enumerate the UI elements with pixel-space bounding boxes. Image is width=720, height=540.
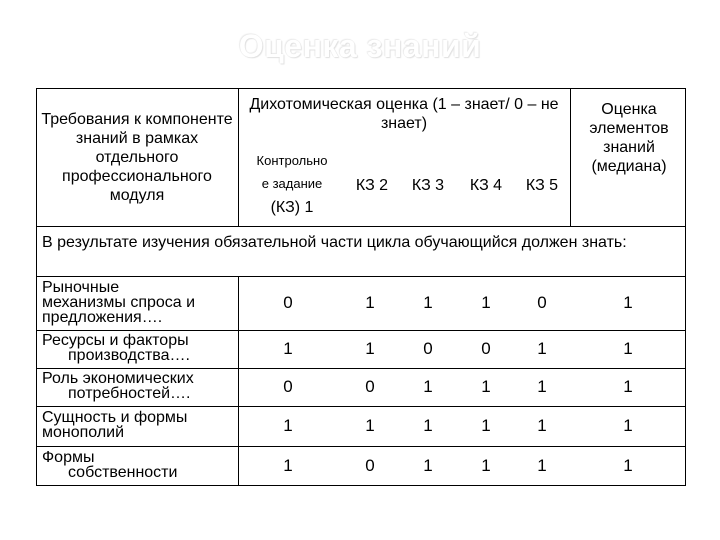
intro-text: В результате изучения обязательной части цикла обучающийся должен знать: xyxy=(42,234,627,251)
row-label-2-line2: производства…. xyxy=(68,347,190,364)
median-header: Оценка элементов знаний (медиана) xyxy=(589,101,669,175)
cell-r3-ks5: 1 xyxy=(537,377,547,396)
cell-r4-ks1: 1 xyxy=(283,416,293,435)
cell-r5-ks2: 0 xyxy=(365,456,375,475)
cell-r2-ks3: 0 xyxy=(423,339,433,358)
cell-r4-ks3: 1 xyxy=(423,416,433,435)
cell-r2-ks1: 1 xyxy=(283,339,293,358)
cell-r3-ks4: 1 xyxy=(481,377,491,396)
cell-r5-median: 1 xyxy=(623,456,633,475)
cell-r3-ks3: 1 xyxy=(423,377,433,396)
row-line-4 xyxy=(36,446,686,447)
header-col-line xyxy=(238,88,239,226)
intro-bottom-line xyxy=(36,276,686,277)
row-label-1-line2: механизмы спроса и xyxy=(42,294,196,311)
ks1-header-line3: (КЗ) 1 xyxy=(270,198,314,216)
cell-r1-ks5: 0 xyxy=(537,293,547,312)
cell-r1-ks3: 1 xyxy=(423,293,433,312)
ks1-header xyxy=(240,148,344,220)
cell-r4-ks2: 1 xyxy=(365,416,375,435)
row-label-1 xyxy=(42,280,238,325)
cell-r5-ks5: 1 xyxy=(537,456,547,475)
row-label-1-line3: предложения…. xyxy=(42,309,163,326)
ks3-header: КЗ 3 xyxy=(411,176,445,194)
label-col-line xyxy=(238,276,239,486)
cell-r3-median: 1 xyxy=(623,377,633,396)
cell-r2-ks4: 0 xyxy=(481,339,491,358)
cell-r3-ks1: 0 xyxy=(283,377,293,396)
row-label-3 xyxy=(42,371,238,401)
row-label-5 xyxy=(42,450,238,480)
median-col-line xyxy=(570,88,571,226)
cell-r1-median: 1 xyxy=(623,293,633,312)
cell-r1-ks2: 1 xyxy=(365,293,375,312)
header-bottom-line xyxy=(36,226,686,227)
cell-r3-ks2: 0 xyxy=(365,377,375,396)
row-line-1 xyxy=(36,330,686,331)
cell-r2-ks2: 1 xyxy=(365,339,375,358)
ks1-header-line2: е задание xyxy=(261,175,323,191)
row-label-4 xyxy=(42,410,238,440)
row-label-1-line1: Рыночные xyxy=(42,279,120,296)
row-label-4-line1: Сущность и формы xyxy=(42,409,188,426)
row-label-3-line1: Роль экономических xyxy=(42,370,194,387)
row-label-2-line1: Ресурсы и факторы xyxy=(42,332,189,349)
row-label-5-line1: Формы xyxy=(42,449,95,466)
slide-title: Оценка знаний xyxy=(238,28,482,64)
row-label-5-line2: собственности xyxy=(68,464,178,481)
row-label-3-line2: потребностей…. xyxy=(68,385,191,402)
ks5-header: КЗ 5 xyxy=(525,176,559,194)
cell-r4-ks5: 1 xyxy=(537,416,547,435)
cell-r4-median: 1 xyxy=(623,416,633,435)
requirements-header: Требования к компоненте знаний в рамках отдельного профессионального модуля xyxy=(41,110,233,204)
row-line-2 xyxy=(36,368,686,369)
ks1-header-line1: Контрольно xyxy=(256,152,328,168)
cell-r4-ks4: 1 xyxy=(481,416,491,435)
cell-r1-ks4: 1 xyxy=(481,293,491,312)
row-label-4-line2: монополий xyxy=(42,424,125,441)
cell-r5-ks4: 1 xyxy=(481,456,491,475)
cell-r5-ks1: 1 xyxy=(283,456,293,475)
ks2-header: КЗ 2 xyxy=(355,176,389,194)
row-line-3 xyxy=(36,406,686,407)
cell-r2-ks5: 1 xyxy=(537,339,547,358)
cell-r1-ks1: 0 xyxy=(283,293,293,312)
cell-r2-median: 1 xyxy=(623,339,633,358)
row-label-2 xyxy=(42,333,238,363)
cell-r5-ks3: 1 xyxy=(423,456,433,475)
dichotomous-header: Дихотомическая оценка (1 – знает/ 0 – не знает) xyxy=(249,96,559,132)
ks4-header: КЗ 4 xyxy=(469,176,503,194)
